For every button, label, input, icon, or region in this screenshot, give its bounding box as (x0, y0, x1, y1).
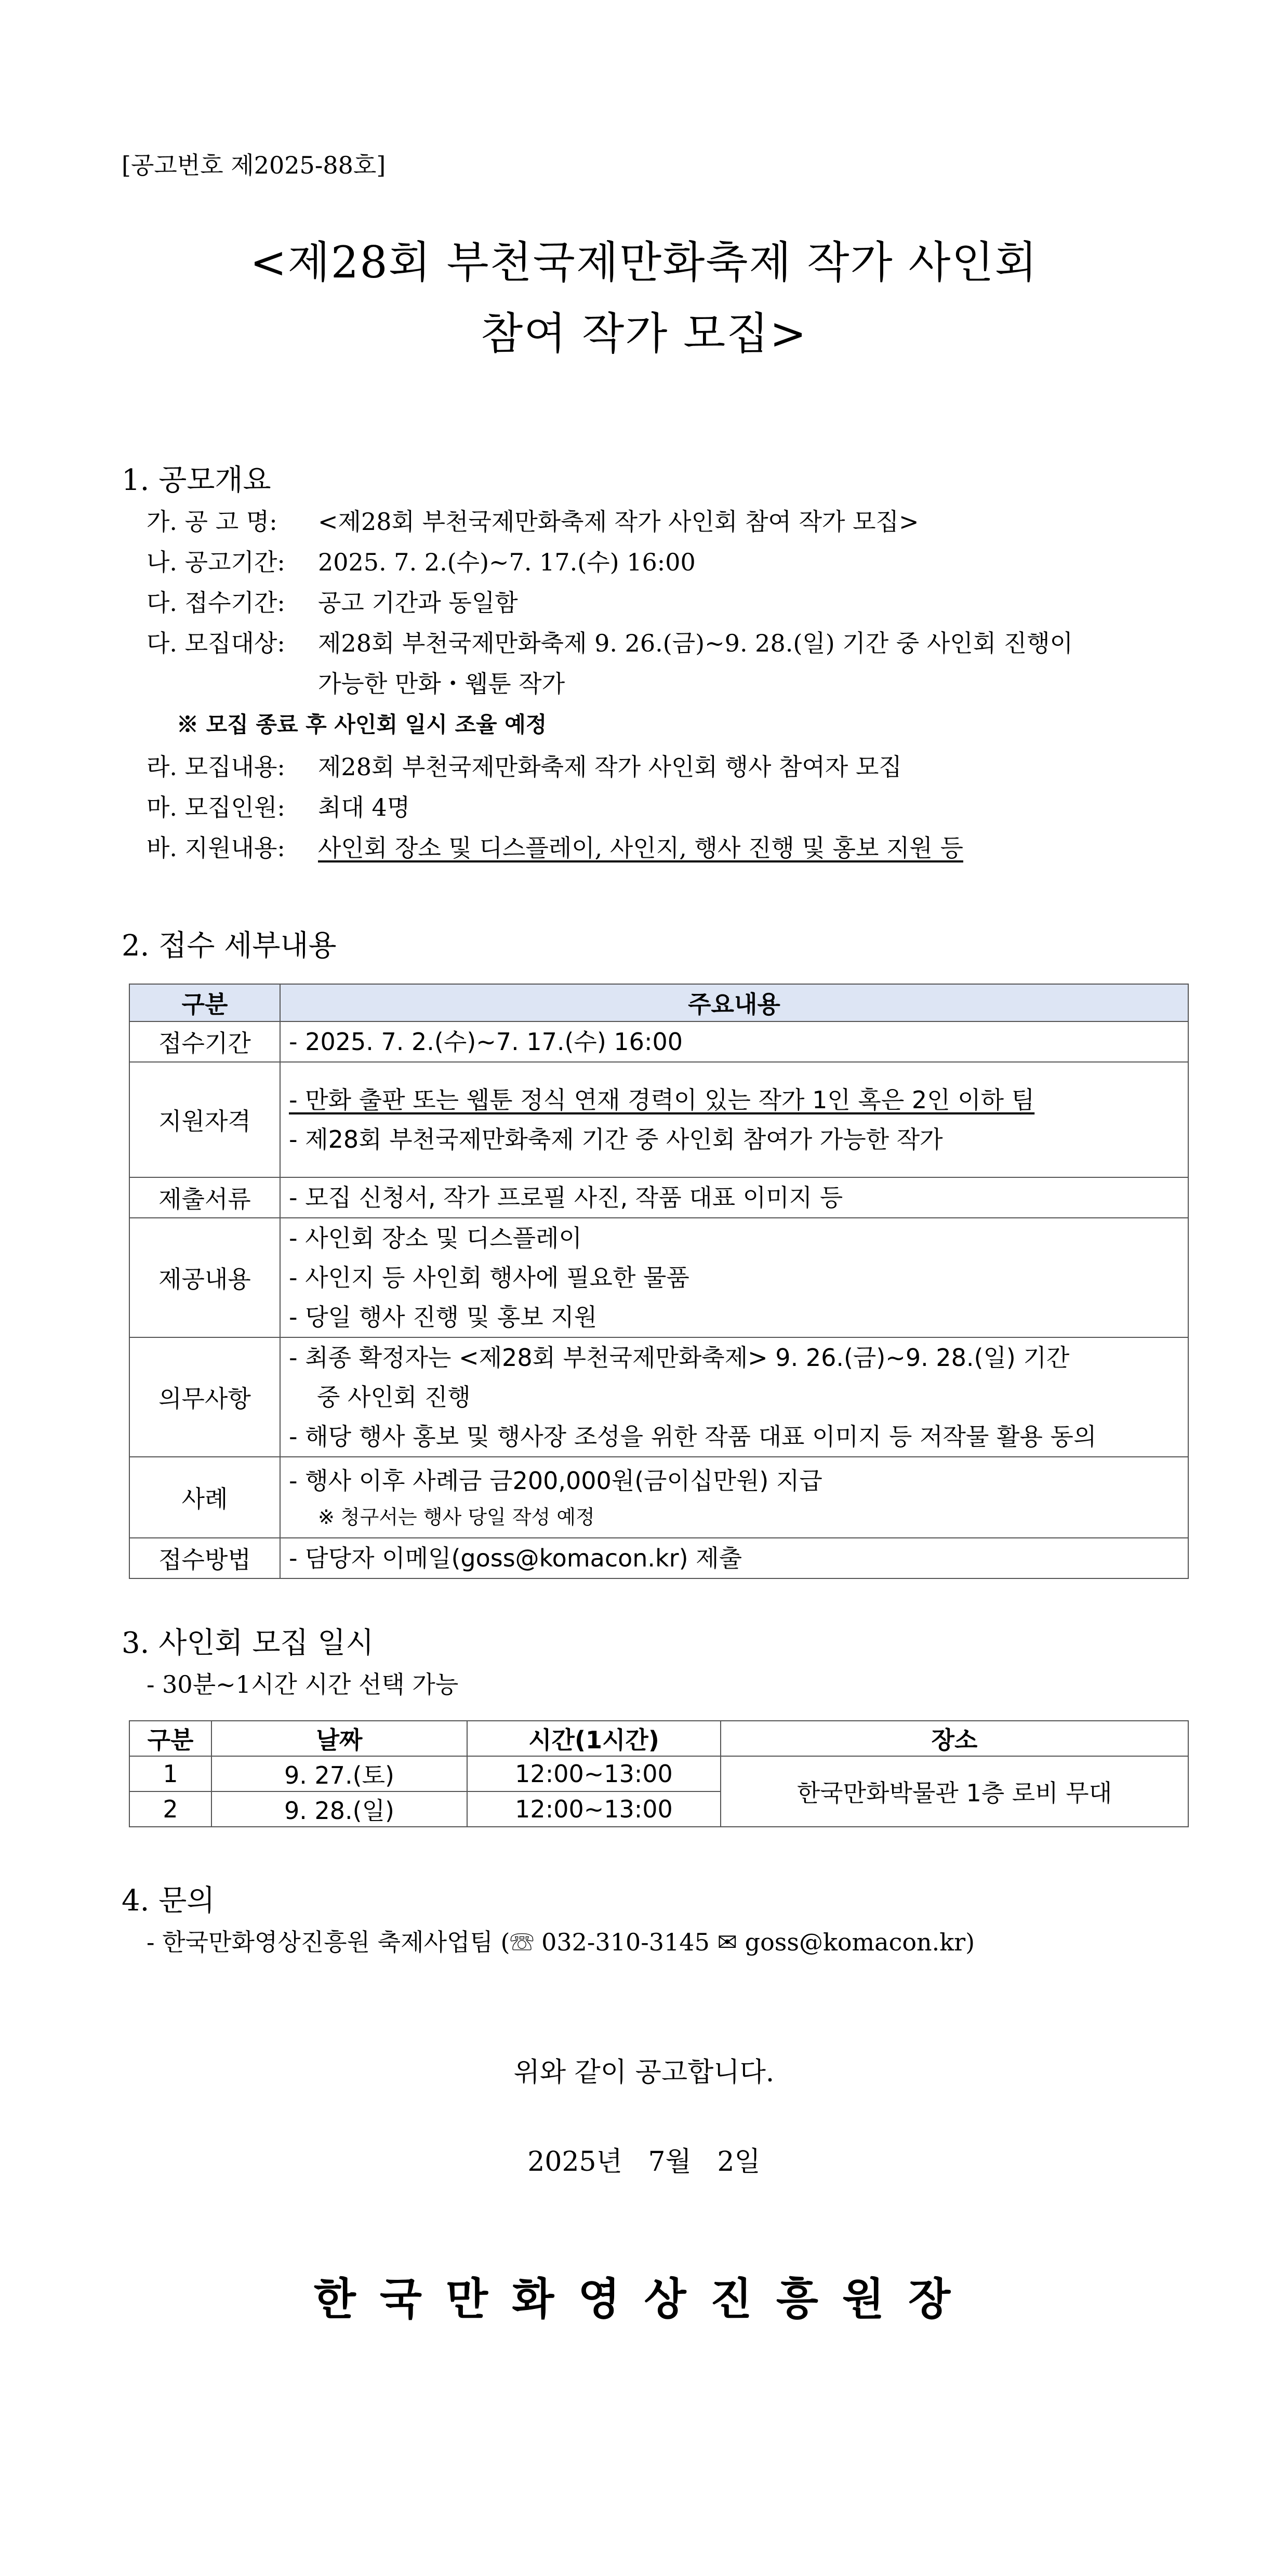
overview-note: ※ 모집 종료 후 사인회 일시 조율 예정 (177, 712, 547, 737)
schedule-table: 구분 날짜 시간(1시간) 장소 1 9. 27.(토) 12:00~13:00 한국만화박물관 1층 로비 무대 2 9. 28.(일) 12:00~13:00 (129, 1720, 1189, 1827)
table-header-category: 구분 (129, 984, 280, 1021)
table-row: 접수방법 - 담당자 이메일(goss@komacon.kr) 제출 (129, 1538, 1188, 1578)
page-title-line1: <제28회 부천국제만화축제 작가 사인회 (250, 237, 1038, 288)
contact-info: - 한국만화영상진흥원 축제사업팀 (☏ 032-310-3145 ✉ goss@komacon.kr) (147, 1928, 975, 1956)
table-header-content: 주요내용 (280, 984, 1188, 1021)
application-details-table (129, 984, 1189, 1579)
section2-heading: 2. 접수 세부내용 (122, 929, 337, 963)
schedule-place: 한국만화박물관 1층 로비 무대 (721, 1756, 1188, 1827)
closing-statement: 위와 같이 공고합니다. (513, 2057, 775, 2088)
overview-row-receipt: 다. 접수기간: 공고 기간과 동일함 (147, 589, 518, 617)
section3-heading: 3. 사인회 모집 일시 (122, 1626, 374, 1660)
notice-date: 2025년 7월 2일 (527, 2146, 761, 2177)
page-title-line2: 참여 작가 모집> (481, 308, 807, 359)
table-row: 2 9. 28.(일) 12:00~13:00 (129, 1791, 1188, 1827)
table-row: 의무사항 - 최종 확정자는 <제28회 부천국제만화축제> 9. 26.(금)~9. 28.(일) 기간 중 사인회 진행 - 해당 행사 홍보 및 행사장 조성을 위한 작품 대표 이미지 등 저작물 활용 동의 (129, 1337, 1188, 1457)
issuer-name: 한국만화영상진흥원장 (313, 2273, 975, 2325)
overview-row-content: 라. 모집내용: 제28회 부천국제만화축제 작가 사인회 행사 참여자 모집 (147, 753, 902, 781)
section1-heading: 1. 공모개요 (122, 463, 271, 497)
overview-row-count: 마. 모집인원: 최대 4명 (147, 793, 410, 821)
overview-row-title: 가. 공 고 명: <제28회 부천국제만화축제 작가 사인회 참여 작가 모집> (147, 508, 919, 536)
schedule-note: - 30분~1시간 시간 선택 가능 (147, 1670, 459, 1698)
table-row: 1 9. 27.(토) 12:00~13:00 한국만화박물관 1층 로비 무대 (129, 1756, 1188, 1791)
overview-row-support: 바. 지원내용: 사인회 장소 및 디스플레이, 사인지, 행사 진행 및 홍보 지원 등 (147, 834, 963, 862)
section4-heading: 4. 문의 (122, 1884, 215, 1918)
overview-row-period: 나. 공고기간: 2025. 7. 2.(수)~7. 17.(수) 16:00 (147, 548, 696, 576)
notice-number: [공고번호 제2025-88호] (122, 151, 386, 179)
overview-target-continued: 가능한 만화・웹툰 작가 (318, 670, 565, 698)
table-row: 제공내용 - 사인회 장소 및 디스플레이 - 사인지 등 사인회 행사에 필요한 물품 - 당일 행사 진행 및 홍보 지원 (129, 1218, 1188, 1337)
table-row: 지원자격 - 만화 출판 또는 웹툰 정식 연재 경력이 있는 작가 1인 혹은 2인 이하 팀 - 제28회 부천국제만화축제 기간 중 사인회 참여가 가능한 작가 (129, 1062, 1188, 1177)
table-row: 접수기간 - 2025. 7. 2.(수)~7. 17.(수) 16:00 (129, 1021, 1188, 1062)
overview-row-target: 다. 모집대상: 제28회 부천국제만화축제 9. 26.(금)~9. 28.(일) 기간 중 사인회 진행이 (147, 629, 1073, 657)
table-row: 사례 - 행사 이후 사례금 금200,000원(금이십만원) 지급 ※ 청구서는 행사 당일 작성 예정 (129, 1457, 1188, 1538)
table-row: 제출서류 - 모집 신청서, 작가 프로필 사진, 작품 대표 이미지 등 (129, 1177, 1188, 1218)
